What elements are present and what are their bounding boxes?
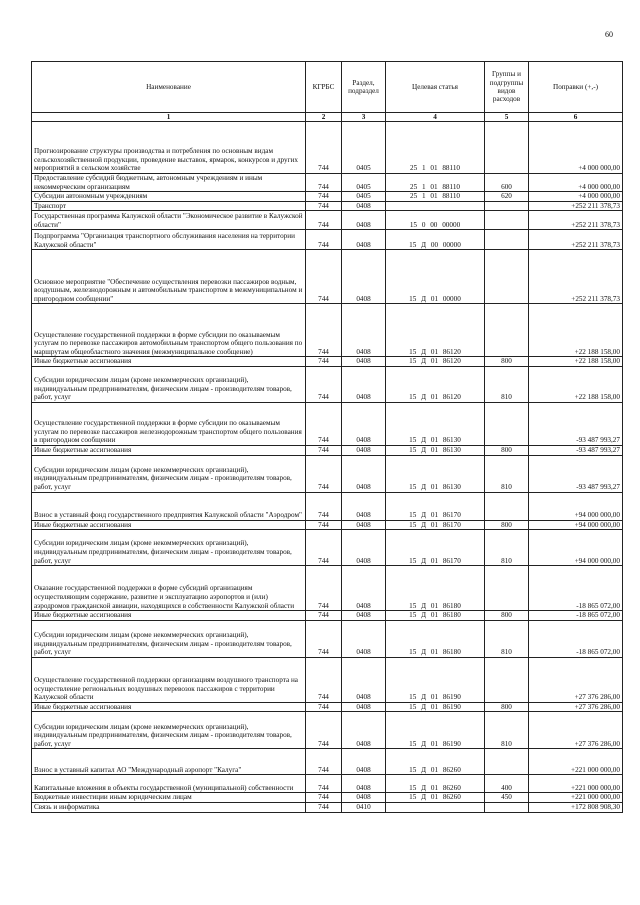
table-row [32, 530, 623, 566]
row-expense-group: 810 [485, 620, 529, 657]
row-name: Транспорт [32, 201, 306, 211]
row-expense-group: 800 [485, 702, 529, 712]
row-target-article: 15 Д 01 86180 [386, 611, 485, 621]
row-target-article: 15 Д 01 00000 [386, 250, 485, 304]
row-expense-group [485, 201, 529, 211]
row-expense-group: 800 [485, 357, 529, 367]
column-index: 1 [32, 113, 306, 122]
row-kgrbs: 744 [306, 211, 342, 230]
row-expense-group [485, 402, 529, 445]
table-row [32, 657, 623, 702]
row-kgrbs: 744 [306, 802, 342, 812]
row-kgrbs: 744 [306, 445, 342, 455]
row-target-article: 25 1 01 88110 [386, 174, 485, 192]
row-name: Субсидии автономным учреждениям [32, 192, 306, 202]
row-kgrbs: 744 [306, 402, 342, 445]
row-target-article: 15 Д 01 86170 [386, 520, 485, 530]
table-body [32, 122, 623, 813]
row-kgrbs: 744 [306, 174, 342, 192]
row-target-article: 15 Д 00 00000 [386, 230, 485, 250]
column-index: 6 [529, 113, 623, 122]
row-expense-group: 810 [485, 366, 529, 402]
row-expense-group: 800 [485, 520, 529, 530]
table-row [32, 357, 623, 367]
row-section: 0408 [342, 620, 386, 657]
row-amount: +27 376 286,00 [529, 702, 623, 712]
row-name: Взнос в уставный фонд государственного предприятия Калужской области "Аэродром" [32, 492, 306, 520]
row-expense-group [485, 250, 529, 304]
row-name: Оказание государственной поддержки в форме субсидий организациям осуществляющим содержание, развитие и эксплуатацию аэропортов и (или) аэродромов гражданской авиации, находящихся в собственности Калужской области [32, 566, 306, 611]
row-target-article: 15 Д 01 86130 [386, 445, 485, 455]
row-section: 0408 [342, 366, 386, 402]
row-expense-group: 400 [485, 775, 529, 793]
row-name: Осуществление государственной поддержки организациям воздушного транспорта на осуществление региональных воздушных перевозок пассажиров с территории Калужской области [32, 657, 306, 702]
table-row [32, 455, 623, 492]
row-name: Подпрограмма "Организация транспортного обслуживания населения на территории Калужской области" [32, 230, 306, 250]
row-kgrbs: 744 [306, 530, 342, 566]
row-amount: +172 808 908,30 [529, 802, 623, 812]
row-kgrbs: 744 [306, 520, 342, 530]
header-groups: Группы и подгруппы видов расходов [485, 62, 529, 113]
row-section: 0408 [342, 445, 386, 455]
row-target-article: 15 Д 01 86170 [386, 530, 485, 566]
row-kgrbs: 744 [306, 192, 342, 202]
row-target-article: 15 Д 01 86190 [386, 712, 485, 749]
column-index-row [32, 113, 623, 122]
row-target-article: 15 Д 01 86260 [386, 775, 485, 793]
table-row [32, 620, 623, 657]
row-amount: +221 000 000,00 [529, 775, 623, 793]
row-amount: +252 211 378,73 [529, 211, 623, 230]
table-row [32, 566, 623, 611]
row-expense-group: 450 [485, 793, 529, 803]
row-kgrbs: 744 [306, 250, 342, 304]
budget-table [31, 61, 623, 813]
row-amount: +94 000 000,00 [529, 492, 623, 520]
row-amount: +27 376 286,00 [529, 657, 623, 702]
row-amount: -93 487 993,27 [529, 402, 623, 445]
column-index: 3 [342, 113, 386, 122]
row-amount: +94 000 000,00 [529, 530, 623, 566]
table-row [32, 793, 623, 803]
row-amount: +4 000 000,00 [529, 174, 623, 192]
row-expense-group: 620 [485, 192, 529, 202]
row-amount: +22 188 158,00 [529, 357, 623, 367]
row-target-article: 15 Д 01 86130 [386, 455, 485, 492]
table-row [32, 702, 623, 712]
row-kgrbs: 744 [306, 702, 342, 712]
row-name: Иные бюджетные ассигнования [32, 357, 306, 367]
row-amount: -93 487 993,27 [529, 455, 623, 492]
row-amount: -18 865 072,00 [529, 611, 623, 621]
row-target-article [386, 802, 485, 812]
row-section: 0405 [342, 174, 386, 192]
row-target-article: 15 Д 01 86180 [386, 566, 485, 611]
row-target-article: 15 Д 01 86260 [386, 749, 485, 775]
row-section: 0408 [342, 566, 386, 611]
row-name: Осуществление государственной поддержки в форме субсидии по оказываемым услугам по перевозке пассажиров железнодорожным транспортом общего пользования в пригородном сообщении [32, 402, 306, 445]
row-expense-group [485, 492, 529, 520]
row-section: 0408 [342, 530, 386, 566]
row-expense-group [485, 304, 529, 357]
row-target-article: 15 Д 01 86120 [386, 366, 485, 402]
row-kgrbs: 744 [306, 793, 342, 803]
table-row [32, 520, 623, 530]
row-amount: +22 188 158,00 [529, 304, 623, 357]
row-name: Иные бюджетные ассигнования [32, 611, 306, 621]
row-section: 0408 [342, 201, 386, 211]
row-name: Государственная программа Калужской области "Экономическое развитие в Калужской области" [32, 211, 306, 230]
row-kgrbs: 744 [306, 749, 342, 775]
row-target-article: 15 Д 01 86130 [386, 402, 485, 445]
row-expense-group [485, 122, 529, 174]
row-target-article: 25 1 01 88110 [386, 122, 485, 174]
column-index: 4 [386, 113, 485, 122]
table-row [32, 122, 623, 174]
row-expense-group: 600 [485, 174, 529, 192]
row-section: 0408 [342, 304, 386, 357]
row-amount: -18 865 072,00 [529, 620, 623, 657]
row-section: 0408 [342, 211, 386, 230]
row-expense-group: 810 [485, 712, 529, 749]
row-target-article: 15 0 00 00000 [386, 211, 485, 230]
row-name: Субсидии юридическим лицам (кроме некоммерческих организаций), индивидуальным предпринимателям, физическим лицам - производителям товаров, работ, услуг [32, 366, 306, 402]
row-kgrbs: 744 [306, 712, 342, 749]
row-section: 0408 [342, 712, 386, 749]
row-name: Иные бюджетные ассигнования [32, 520, 306, 530]
row-section: 0408 [342, 611, 386, 621]
row-amount: +27 376 286,00 [529, 712, 623, 749]
row-kgrbs: 744 [306, 455, 342, 492]
table-header-row [32, 62, 623, 113]
row-section: 0405 [342, 122, 386, 174]
row-name: Иные бюджетные ассигнования [32, 445, 306, 455]
row-section: 0408 [342, 793, 386, 803]
row-expense-group: 810 [485, 455, 529, 492]
row-section: 0408 [342, 775, 386, 793]
row-kgrbs: 744 [306, 775, 342, 793]
table-row [32, 802, 623, 812]
row-kgrbs: 744 [306, 657, 342, 702]
row-section: 0408 [342, 455, 386, 492]
table-row [32, 749, 623, 775]
row-section: 0405 [342, 192, 386, 202]
row-section: 0408 [342, 250, 386, 304]
row-name: Капитальные вложения в объекты государственной (муниципальной) собственности [32, 775, 306, 793]
row-expense-group [485, 230, 529, 250]
row-kgrbs: 744 [306, 492, 342, 520]
column-index: 5 [485, 113, 529, 122]
row-kgrbs: 744 [306, 611, 342, 621]
row-amount: -18 865 072,00 [529, 566, 623, 611]
row-target-article: 15 Д 01 86190 [386, 702, 485, 712]
column-index: 2 [306, 113, 342, 122]
row-amount: +4 000 000,00 [529, 122, 623, 174]
header-kgrbs: КГРБС [306, 62, 342, 113]
row-kgrbs: 744 [306, 366, 342, 402]
table-row [32, 230, 623, 250]
table-row [32, 366, 623, 402]
header-amount: Поправки (+,-) [529, 62, 623, 113]
row-amount: +221 000 000,00 [529, 793, 623, 803]
row-section: 0408 [342, 357, 386, 367]
row-name: Субсидии юридическим лицам (кроме некоммерческих организаций), индивидуальным предпринимателям, физическим лицам - производителям товаров, работ, услуг [32, 620, 306, 657]
row-section: 0408 [342, 657, 386, 702]
row-section: 0408 [342, 749, 386, 775]
table-row [32, 304, 623, 357]
row-name: Субсидии юридическим лицам (кроме некоммерческих организаций), индивидуальным предпринимателям, физическим лицам - производителям товаров, работ, услуг [32, 712, 306, 749]
row-section: 0408 [342, 230, 386, 250]
row-expense-group [485, 566, 529, 611]
row-target-article [386, 201, 485, 211]
row-expense-group: 810 [485, 530, 529, 566]
row-name: Осуществление государственной поддержки в форме субсидии по оказываемым услугам по перевозке пассажиров автомобильным транспортом общего пользования по маршрутам общеобластного значения (межмуниципальное сообщение) [32, 304, 306, 357]
row-section: 0408 [342, 702, 386, 712]
table-row [32, 402, 623, 445]
row-amount: +221 000 000,00 [529, 749, 623, 775]
row-target-article: 15 Д 01 86190 [386, 657, 485, 702]
table-row [32, 492, 623, 520]
row-kgrbs: 744 [306, 201, 342, 211]
row-name: Прогнозирование структуры производства и потребления по основным видам сельскохозяйственной продукции, проведение выставок, ярмарок, конкурсов и других мероприятий в сельском хозяйстве [32, 122, 306, 174]
row-target-article: 25 1 01 88110 [386, 192, 485, 202]
row-expense-group [485, 749, 529, 775]
row-target-article: 15 Д 01 86260 [386, 793, 485, 803]
row-kgrbs: 744 [306, 620, 342, 657]
row-name: Связь и информатика [32, 802, 306, 812]
row-amount: +252 211 378,73 [529, 250, 623, 304]
row-kgrbs: 744 [306, 230, 342, 250]
row-name: Предоставление субсидий бюджетным, автономным учреждениям и иным некоммерческим организациям [32, 174, 306, 192]
row-target-article: 15 Д 01 86120 [386, 304, 485, 357]
header-target: Целевая статья [386, 62, 485, 113]
table-row [32, 250, 623, 304]
row-name: Взнос в уставный капитал АО "Международный аэропорт "Калуга" [32, 749, 306, 775]
row-amount: +22 188 158,00 [529, 366, 623, 402]
row-section: 0410 [342, 802, 386, 812]
row-kgrbs: 744 [306, 304, 342, 357]
row-target-article: 15 Д 01 86120 [386, 357, 485, 367]
row-expense-group [485, 211, 529, 230]
row-name: Субсидии юридическим лицам (кроме некоммерческих организаций), индивидуальным предпринимателям, физическим лицам - производителям товаров, работ, услуг [32, 530, 306, 566]
row-name: Бюджетные инвестиции иным юридическим лицам [32, 793, 306, 803]
row-kgrbs: 744 [306, 566, 342, 611]
table-row [32, 712, 623, 749]
row-amount: +252 211 378,73 [529, 201, 623, 211]
row-amount: +4 000 000,00 [529, 192, 623, 202]
row-kgrbs: 744 [306, 122, 342, 174]
table-row [32, 174, 623, 192]
table-row [32, 611, 623, 621]
page-number: 60 [605, 30, 613, 39]
row-name: Иные бюджетные ассигнования [32, 702, 306, 712]
row-expense-group [485, 802, 529, 812]
row-target-article: 15 Д 01 86180 [386, 620, 485, 657]
row-expense-group [485, 657, 529, 702]
row-name: Субсидии юридическим лицам (кроме некоммерческих организаций), индивидуальным предпринимателям, физическим лицам - производителям товаров, работ, услуг [32, 455, 306, 492]
row-expense-group: 800 [485, 611, 529, 621]
row-section: 0408 [342, 402, 386, 445]
row-amount: -93 487 993,27 [529, 445, 623, 455]
row-amount: +94 000 000,00 [529, 520, 623, 530]
row-kgrbs: 744 [306, 357, 342, 367]
table-row [32, 201, 623, 211]
row-amount: +252 211 378,73 [529, 230, 623, 250]
table-row [32, 192, 623, 202]
table-row [32, 445, 623, 455]
header-name: Наименование [32, 62, 306, 113]
row-expense-group: 800 [485, 445, 529, 455]
row-target-article: 15 Д 01 86170 [386, 492, 485, 520]
row-name: Основное мероприятие "Обеспечение осуществления перевозки пассажиров водным, воздушным, железнодорожным и автомобильным транспортом в межмуниципальном и пригородном сообщении" [32, 250, 306, 304]
row-section: 0408 [342, 520, 386, 530]
header-section: Раздел, подраздел [342, 62, 386, 113]
table-row [32, 211, 623, 230]
row-section: 0408 [342, 492, 386, 520]
table-row [32, 775, 623, 793]
